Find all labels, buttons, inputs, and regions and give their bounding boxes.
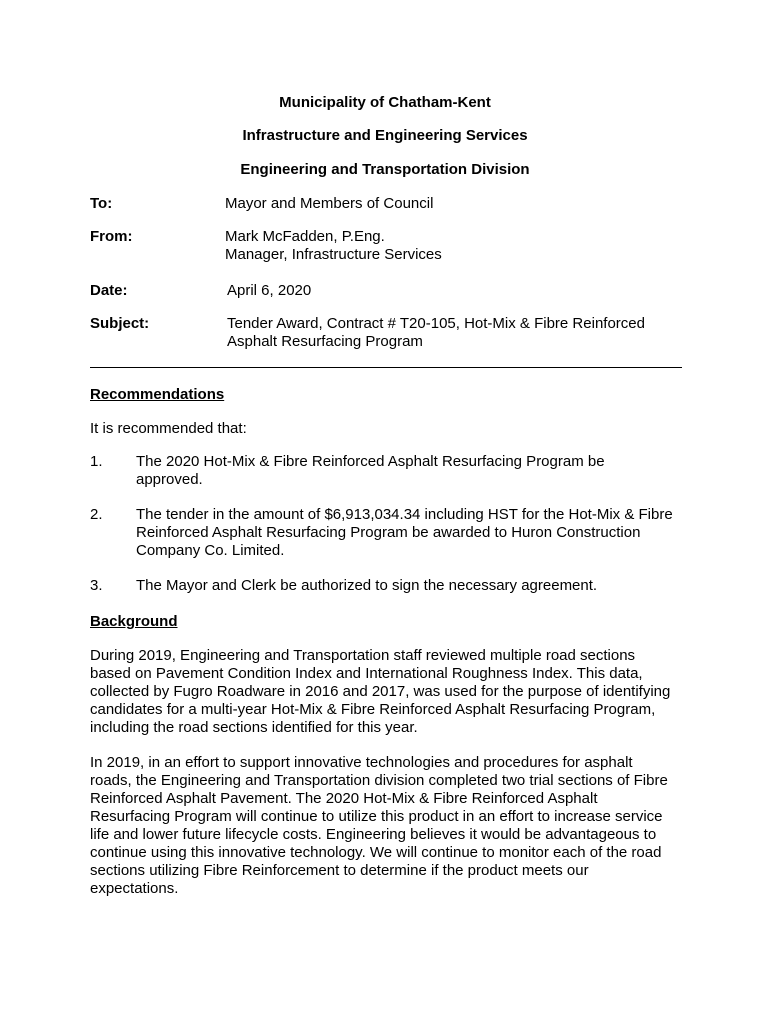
- from-label: From:: [90, 228, 133, 245]
- paragraph-line: roads, the Engineering and Transportation division completed two trial sections of Fibre: [90, 772, 668, 789]
- recommendations-heading: Recommendations: [90, 386, 225, 403]
- subject-line: Tender Award, Contract # T20-105, Hot-Mix & Fibre Reinforced: [227, 315, 645, 332]
- list-item-line: The 2020 Hot-Mix & Fibre Reinforced Asphalt Resurfacing Program be: [136, 453, 605, 470]
- paragraph-line: sections utilizing Fibre Reinforcement to determine if the product meets our: [90, 862, 589, 879]
- recommendations-intro: It is recommended that:: [90, 420, 247, 437]
- paragraph-line: based on Pavement Condition Index and International Roughness Index. This data,: [90, 665, 643, 682]
- paragraph-line: candidates for a multi-year Hot-Mix & Fibre Reinforced Asphalt Resurfacing Program,: [90, 701, 656, 718]
- header-municipality: Municipality of Chatham-Kent: [279, 94, 491, 111]
- header-department: Infrastructure and Engineering Services: [242, 127, 528, 144]
- list-item-number: 1.: [90, 453, 103, 470]
- paragraph-line: expectations.: [90, 880, 179, 897]
- list-item-line: The tender in the amount of $6,913,034.34 including HST for the Hot-Mix & Fibre: [136, 506, 673, 523]
- list-item-number: 2.: [90, 506, 103, 523]
- header-division: Engineering and Transportation Division: [240, 161, 530, 178]
- list-item-line: Reinforced Asphalt Resurfacing Program be awarded to Huron Construction: [136, 524, 641, 541]
- list-item-number: 3.: [90, 577, 103, 594]
- paragraph-line: including the road sections identified for this year.: [90, 719, 418, 736]
- subject-label: Subject:: [90, 315, 150, 332]
- paragraph-line: continue using this innovative technology. We will continue to monitor each of the road: [90, 844, 662, 861]
- date-label: Date:: [90, 282, 128, 299]
- date-value: April 6, 2020: [227, 282, 312, 299]
- to-label: To:: [90, 195, 113, 212]
- paragraph-line: Reinforced Asphalt Pavement. The 2020 Hot-Mix & Fibre Reinforced Asphalt: [90, 790, 598, 807]
- paragraph-line: During 2019, Engineering and Transportation staff reviewed multiple road sections: [90, 647, 636, 664]
- from-title: Manager, Infrastructure Services: [225, 246, 442, 263]
- horizontal-divider: [90, 367, 682, 368]
- subject-line: Asphalt Resurfacing Program: [227, 333, 423, 350]
- list-item-line: approved.: [136, 471, 203, 488]
- list-item-line: The Mayor and Clerk be authorized to sign the necessary agreement.: [136, 577, 598, 594]
- paragraph-line: Resurfacing Program will continue to utilize this product in an effort to increase service: [90, 808, 663, 825]
- paragraph-line: life and lower future lifecycle costs. Engineering believes it would be advantageous to: [90, 826, 657, 843]
- background-heading: Background: [90, 613, 178, 630]
- list-item-line: Company Co. Limited.: [136, 542, 285, 559]
- from-name: Mark McFadden, P.Eng.: [225, 228, 385, 245]
- to-value: Mayor and Members of Council: [225, 195, 434, 212]
- paragraph-line: collected by Fugro Roadware in 2016 and 2017, was used for the purpose of identifying: [90, 683, 671, 700]
- paragraph-line: In 2019, in an effort to support innovative technologies and procedures for asphalt: [90, 754, 633, 771]
